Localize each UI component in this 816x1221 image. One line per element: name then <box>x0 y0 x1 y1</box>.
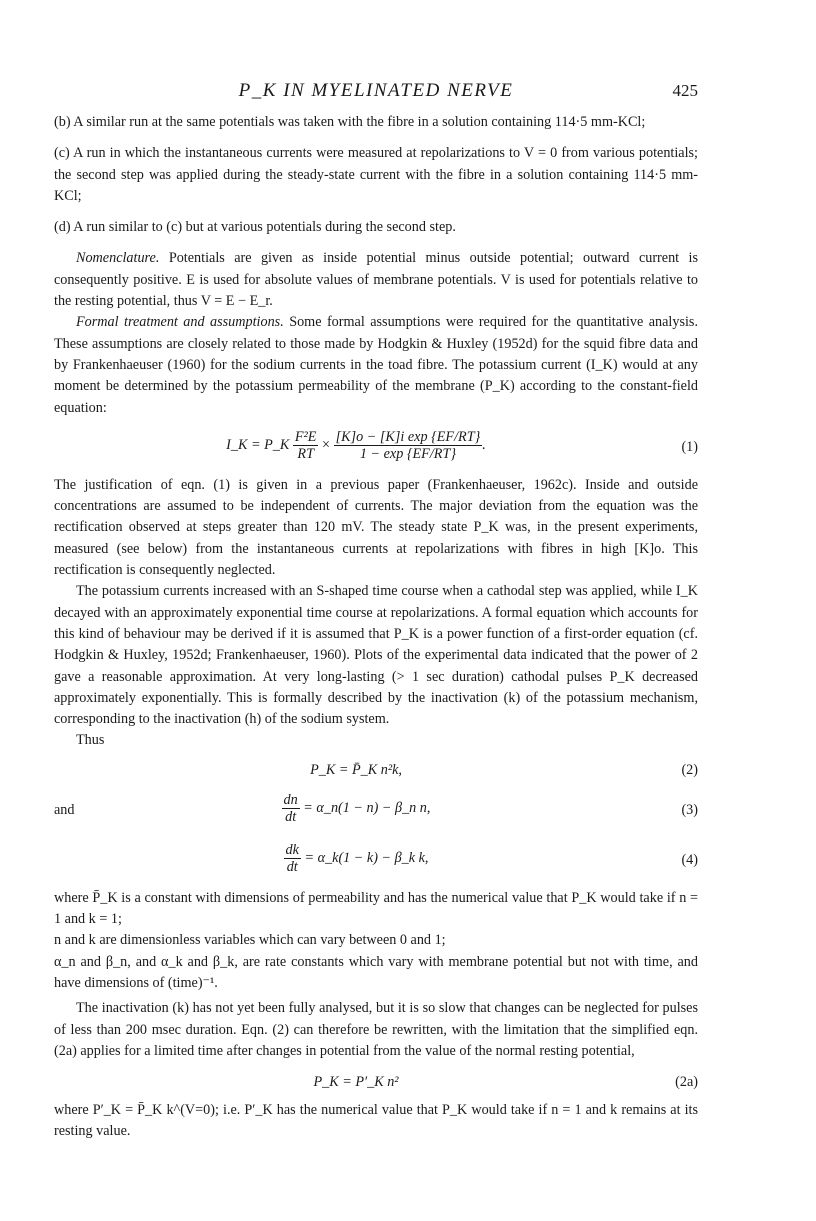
eq2-number: (2) <box>681 761 698 778</box>
eq1-fraction-2 <box>334 429 483 462</box>
inactivation-paragraph: The inactivation (k) has not yet been fully analysed, but it is so slow that changes can be neglected for pulses of less than 200 msec duration. Eqn. (2) can therefore be rewritten, with the limitation that the simplified eqn. (2a) applies for a limited time after changes in potential from the value of the normal resting potential, <box>54 1000 698 1059</box>
eq2a-number: (2a) <box>675 1074 698 1091</box>
eq1-times: × <box>322 436 331 453</box>
running-head: P_K IN MYELINATED NERVE <box>238 80 514 101</box>
eq1-number: (1) <box>681 438 698 455</box>
list-item-c: (c) A run in which the instantaneous currents were measured at repolarizations to V = 0 from various potentials; the second step was applied during the steady-state current with the fibre in a solution containing 114·5 mm-KCl; <box>54 145 698 204</box>
eq1-frac1-num: F²E <box>294 428 317 445</box>
nomenclature-paragraph <box>54 248 698 312</box>
eq1-frac2-den: 1 − exp {EF/RT} <box>359 445 457 462</box>
where-line-3: α_n and β_n, and α_k and β_k, are rate constants which vary with membrane potential but not with time, and have dimensions of (time)⁻¹. <box>54 953 698 991</box>
page-number: 425 <box>672 81 698 100</box>
equation-3 <box>54 788 698 832</box>
nomenclature-label: Nomenclature. <box>76 250 160 267</box>
sshape-paragraph: The potassium currents increased with an S-shaped time course when a cathodal step was applied, while I_K decayed with an approximately exponential time course at repolarizations. A formal equation which accounts for this kind of behaviour may be derived if it is assumed that P_K is a power function of a first-order equation (cf. Hodgkin & Huxley, 1952d; Frankenhaeuser, 1960). Plots of the experimental data indicated that the power of 2 gave a reasonable approximation. At very long-lasting (> 1 sec duration) cathodal pulses P_K decreased approximately exponentially. This is formally described by the inactivation (k) of the potassium mechanism, corresponding to the inactivation (h) of the sodium system. <box>54 583 698 728</box>
list-item-d: (d) A run similar to (c) but at various potentials during the second step. <box>54 219 456 236</box>
eq3-num: dn <box>283 791 298 808</box>
eq2-body: P_K = P̄_K n²k, <box>310 761 402 778</box>
eq4-den: dt <box>286 858 298 875</box>
thus-text: Thus <box>76 732 105 749</box>
justification-paragraph: The justification of eqn. (1) is given in a previous paper (Frankenhaeuser, 1962c). Inside and outside concentrations are assumed to be independent of currents. The major deviation from the equation was the rectification observed at steps greater than 120 mV. The steady state P_K was, in the present experiments, measured (see below) from the instantaneous currents at repolarizations with fibres in high [K]o. This rectification is consequently neglected. <box>54 476 698 579</box>
eq4-num: dk <box>285 841 299 858</box>
equation-2 <box>54 754 698 782</box>
formal-text: Some formal assumptions were required for the quantitative analysis. These assumptions are closely related to those made by Hodgkin & Huxley (1952d) for the squid fibre data and by Frankenhaeuser (1960) for the sodium currents in the toad fibre. The potassium current (I_K) would at any moment be determined by the potassium permeability of the membrane (P_K) according to the constant-field equation: <box>54 314 698 416</box>
eq3-rhs: = α_n(1 − n) − β_n n, <box>303 799 431 816</box>
eq1-tail: . <box>482 436 486 453</box>
eq2a-body: P_K = P′_K n² <box>313 1074 399 1091</box>
page-header <box>54 78 698 106</box>
equation-2a <box>54 1066 698 1096</box>
eq3-lead: and <box>54 801 75 818</box>
formal-label: Formal treatment and assumptions. <box>76 314 284 331</box>
eq3-den: dt <box>285 808 297 825</box>
where-line-2: n and k are dimensionless variables which can vary between 0 and 1; <box>54 932 446 949</box>
eq1-fraction-1 <box>293 429 319 462</box>
where-line-1: where P̄_K is a constant with dimensions of permeability and has the numerical value that P_K would take if n = 1 and k = 1; <box>54 889 698 928</box>
eq4-fraction <box>284 842 301 875</box>
equation-1 <box>54 425 698 469</box>
equation-4 <box>54 838 698 882</box>
eq3-fraction <box>282 792 300 825</box>
page <box>54 78 698 1143</box>
list-item-b: (b) A similar run at the same potentials was taken with the fibre in a solution containing 114·5 mm-KCl; <box>54 114 646 130</box>
eq1-lhs: I_K = P_K <box>226 436 290 453</box>
eq4-rhs: = α_k(1 − k) − β_k k, <box>304 849 429 866</box>
nomenclature-text: Potentials are given as inside potential minus outside potential; outward current is consequently positive. E is used for absolute values of membrane potentials. V is used for potentials relative to the resting potential, thus V = E − E_r. <box>54 250 698 310</box>
eq4-number: (4) <box>681 851 698 868</box>
formal-paragraph <box>54 312 698 418</box>
eq1-frac2-num: [K]o − [K]i exp {EF/RT} <box>335 428 481 445</box>
eq3-number: (3) <box>681 801 698 818</box>
eq1-frac1-den: RT <box>297 445 314 462</box>
final-paragraph: where P′_K = P̄_K k^(V=0); i.e. P′_K has the numerical value that P_K would take if n = 1 and k remains at its resting value. <box>54 1102 698 1140</box>
